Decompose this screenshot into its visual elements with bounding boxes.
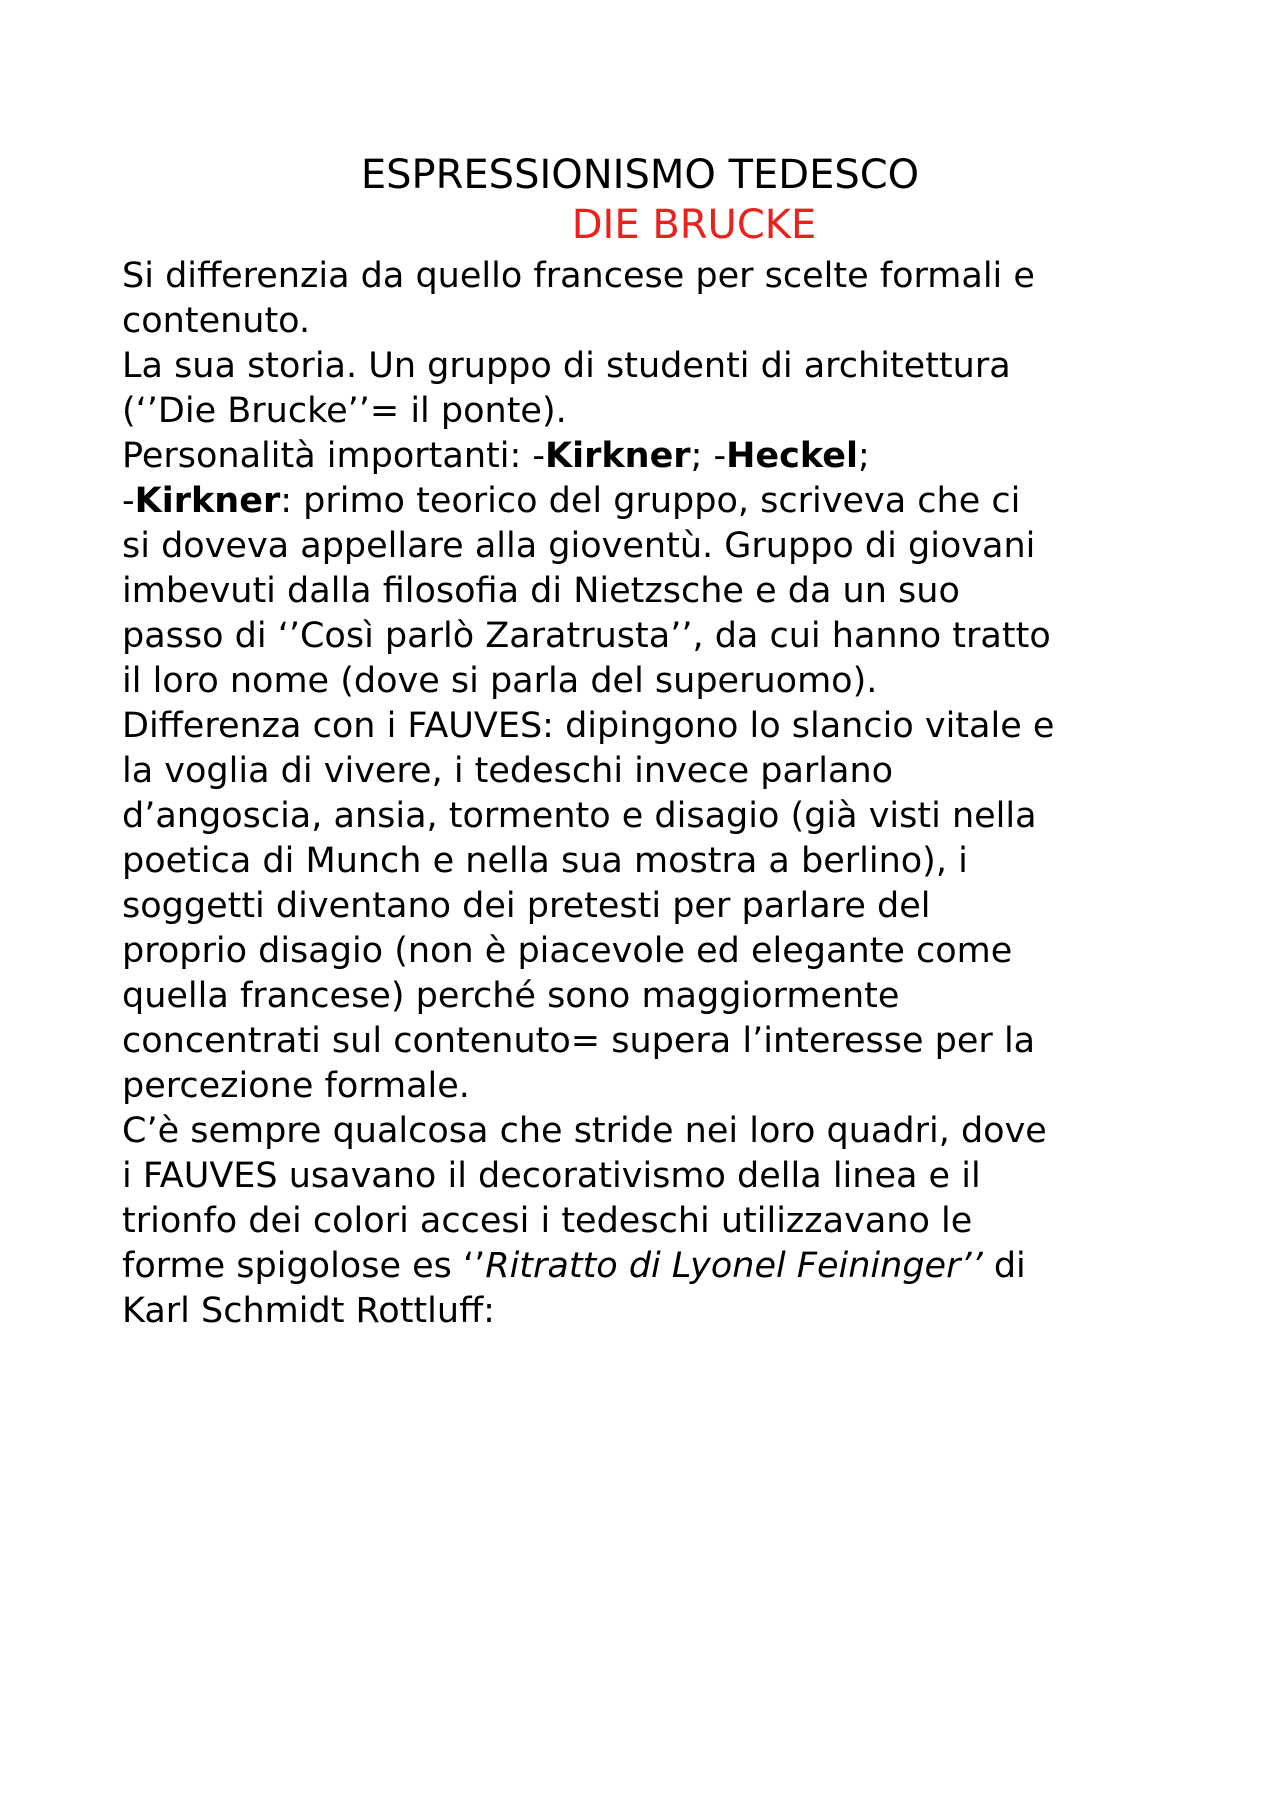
text-line: proprio disagio (non è piacevole ed elegante come	[122, 931, 1013, 971]
text-line: passo di ‘’Così parlò Zaratrusta’’, da cui hanno tratto	[122, 616, 1051, 656]
text-line: C’è sempre qualcosa che stride nei loro quadri, dove	[122, 1111, 1047, 1151]
text-line	[122, 479, 1182, 524]
page-title: ESPRESSIONISMO TEDESCO	[360, 152, 920, 198]
text-line	[122, 434, 1182, 479]
bold-name-kirkner: Kirkner	[545, 436, 691, 476]
text-line: Differenza con i FAUVES: dipingono lo slancio vitale e	[122, 706, 1055, 746]
text-line: contenuto.	[122, 301, 311, 341]
text-line: Si differenzia da quello francese per scelte formali e	[122, 256, 1035, 296]
text-run: di	[982, 1246, 1026, 1286]
text-line: si doveva appellare alla gioventù. Gruppo di giovani	[122, 526, 1036, 566]
text-line: percezione formale.	[122, 1066, 470, 1106]
text-line: (‘’Die Brucke’’= il ponte).	[122, 391, 567, 431]
text-line: i FAUVES usavano il decorativismo della linea e il	[122, 1156, 981, 1196]
text-line: quella francese) perché sono maggiormente	[122, 976, 900, 1016]
body-text	[122, 254, 1182, 1334]
text-line: il loro nome (dove si parla del superuomo).	[122, 661, 878, 701]
text-line: trionfo dei colori accesi i tedeschi utilizzavano le	[122, 1201, 973, 1241]
text-line	[122, 1244, 1182, 1289]
text-run: forme spigolose es ‘’	[122, 1246, 486, 1286]
bold-name-heckel: Heckel	[726, 436, 858, 476]
bold-name-kirkner: Kirkner	[134, 481, 281, 521]
text-line: imbevuti dalla filosofia di Nietzsche e da un suo	[122, 571, 960, 611]
text-line: Karl Schmidt Rottluff:	[122, 1291, 495, 1331]
text-run: ;	[857, 436, 870, 476]
text-line: la voglia di vivere, i tedeschi invece parlano	[122, 751, 894, 791]
text-line: soggetti diventano dei pretesti per parlare del	[122, 886, 931, 926]
text-run: : primo teorico del gruppo, scriveva che ci	[280, 481, 1021, 521]
italic-artwork-title: Ritratto di Lyonel Feininger’’	[485, 1246, 983, 1286]
text-line: La sua storia. Un gruppo di studenti di architettura	[122, 346, 1011, 386]
text-line: poetica di Munch e nella sua mostra a berlino), i	[122, 841, 968, 881]
text-run: ; -	[690, 436, 727, 476]
page-subtitle: DIE BRUCKE	[571, 202, 817, 248]
text-line: d’angoscia, ansia, tormento e disagio (già visti nella	[122, 796, 1037, 836]
text-run: Personalità importanti: -	[122, 436, 545, 476]
text-run: -	[122, 481, 135, 521]
text-line: concentrati sul contenuto= supera l’interesse per la	[122, 1021, 1036, 1061]
heading	[0, 150, 1280, 250]
